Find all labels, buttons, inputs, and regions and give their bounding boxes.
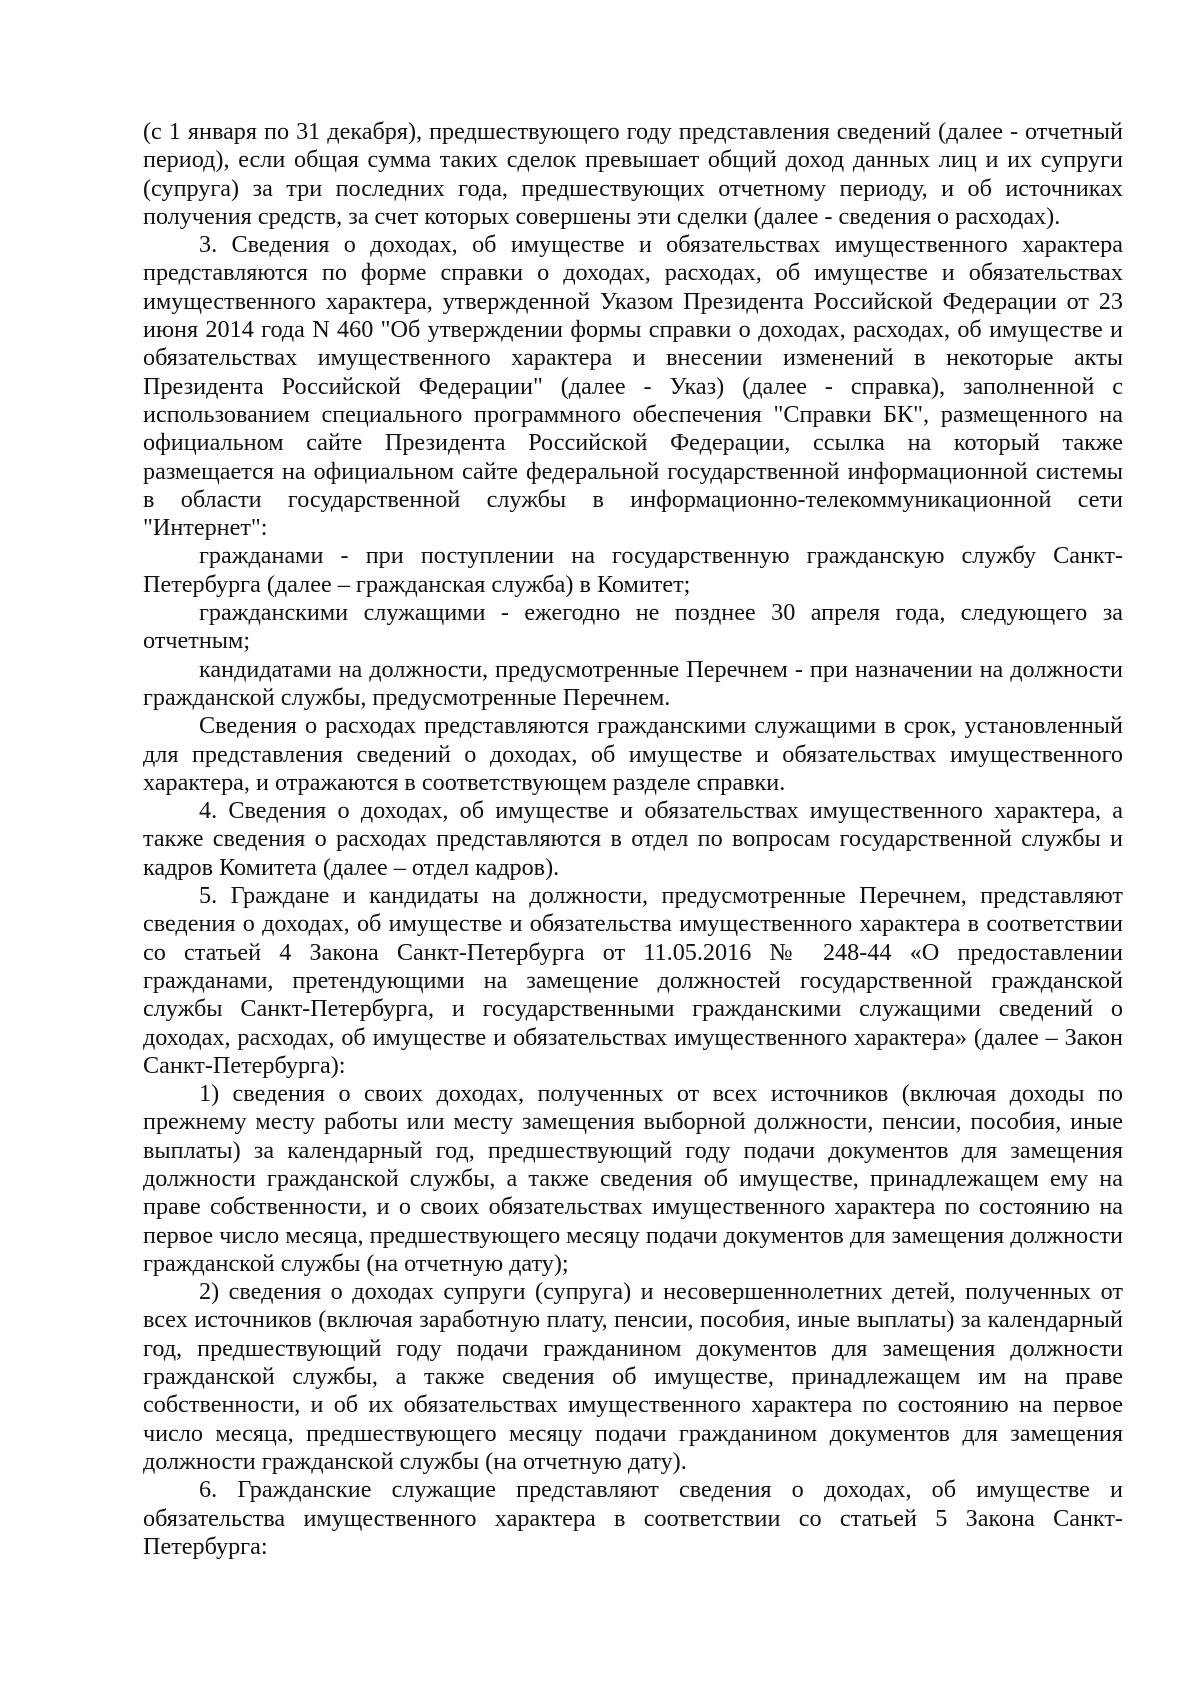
paragraph-item-3: 3. Сведения о доходах, об имуществе и обязательствах имущественного характера представляются по форме справки о доходах, расходах, об имуществе и обязательствах имущественного характера, утвержденной Указом Президента Российской Федерации от 23 июня 2014 года N 460 "Об утверждении формы справки о доходах, расходах, об имуществе и обязательствах имущественного характера и внесении изменений в некоторые акты Президента Российской Федерации" (далее - Указ) (далее - справка), заполненной с использованием специального программного обеспечения "Справки БК", размещенного на официальном сайте Президента Российской Федерации, ссылка на который также размещается на официальном сайте федеральной государственной информационной системы в области государственной службы в информационно-телекоммуникационной сети "Интернет": [143,231,1123,542]
paragraph-subitem-1: 1) сведения о своих доходах, полученных от всех источников (включая доходы по прежнему месту работы или месту замещения выборной должности, пенсии, пособия, иные выплаты) за календарный год, предшествующий году подачи документов для замещения должности гражданской службы, а также сведения об имуществе, принадлежащем ему на праве собственности, и о своих обязательствах имущественного характера по состоянию на первое число месяца, предшествующего месяцу подачи документов для замещения должности гражданской службы (на отчетную дату); [143,1080,1123,1277]
paragraph-citizens: гражданами - при поступлении на государственную гражданскую службу Санкт-Петербурга (далее – гражданская служба) в Комитет; [143,542,1123,598]
paragraph-candidates: кандидатами на должности, предусмотренные Перечнем - при назначении на должности гражданской службы, предусмотренные Перечнем. [143,655,1123,711]
paragraph-civil-servants: гражданскими служащими - ежегодно не позднее 30 апреля года, следующего за отчетным; [143,599,1123,655]
paragraph-item-6: 6. Гражданские служащие представляют сведения о доходах, об имуществе и обязательства имущественного характера в соответствии со статьей 5 Закона Санкт-Петербурга: [143,1476,1123,1560]
paragraph-item-4: 4. Сведения о доходах, об имуществе и обязательствах имущественного характера, а также сведения о расходах представляются в отдел по вопросам государственной службы и кадров Комитета (далее – отдел кадров). [143,797,1123,881]
document-page [143,118,1123,1561]
paragraph-expenses: Сведения о расходах представляются гражданскими служащими в срок, установленный для представления сведений о доходах, об имуществе и обязательствах имущественного характера, и отражаются в соответствующем разделе справки. [143,712,1123,796]
paragraph-continuation: (с 1 января по 31 декабря), предшествующего году представления сведений (далее - отчетный период), если общая сумма таких сделок превышает общий доход данных лиц и их супруги (супруга) за три последних года, предшествующих отчетному периоду, и об источниках получения средств, за счет которых совершены эти сделки (далее - сведения о расходах). [143,118,1123,230]
paragraph-subitem-2: 2) сведения о доходах супруги (супруга) и несовершеннолетних детей, полученных от всех источников (включая заработную плату, пенсии, пособия, иные выплаты) за календарный год, предшествующий году подачи гражданином документов для замещения должности гражданской службы, а также сведения об имуществе, принадлежащем им на праве собственности, и об их обязательствах имущественного характера по состоянию на первое число месяца, предшествующего месяцу подачи гражданином документов для замещения должности гражданской службы (на отчетную дату). [143,1278,1123,1475]
paragraph-item-5: 5. Граждане и кандидаты на должности, предусмотренные Перечнем, представляют сведения о доходах, об имуществе и обязательства имущественного характера в соответствии со статьей 4 Закона Санкт-Петербурга от 11.05.2016 № 248-44 «О предоставлении гражданами, претендующими на замещение должностей государственной гражданской службы Санкт-Петербурга, и государственными гражданскими служащими сведений о доходах, расходах, об имуществе и обязательствах имущественного характера» (далее – Закон Санкт-Петербурга): [143,882,1123,1079]
